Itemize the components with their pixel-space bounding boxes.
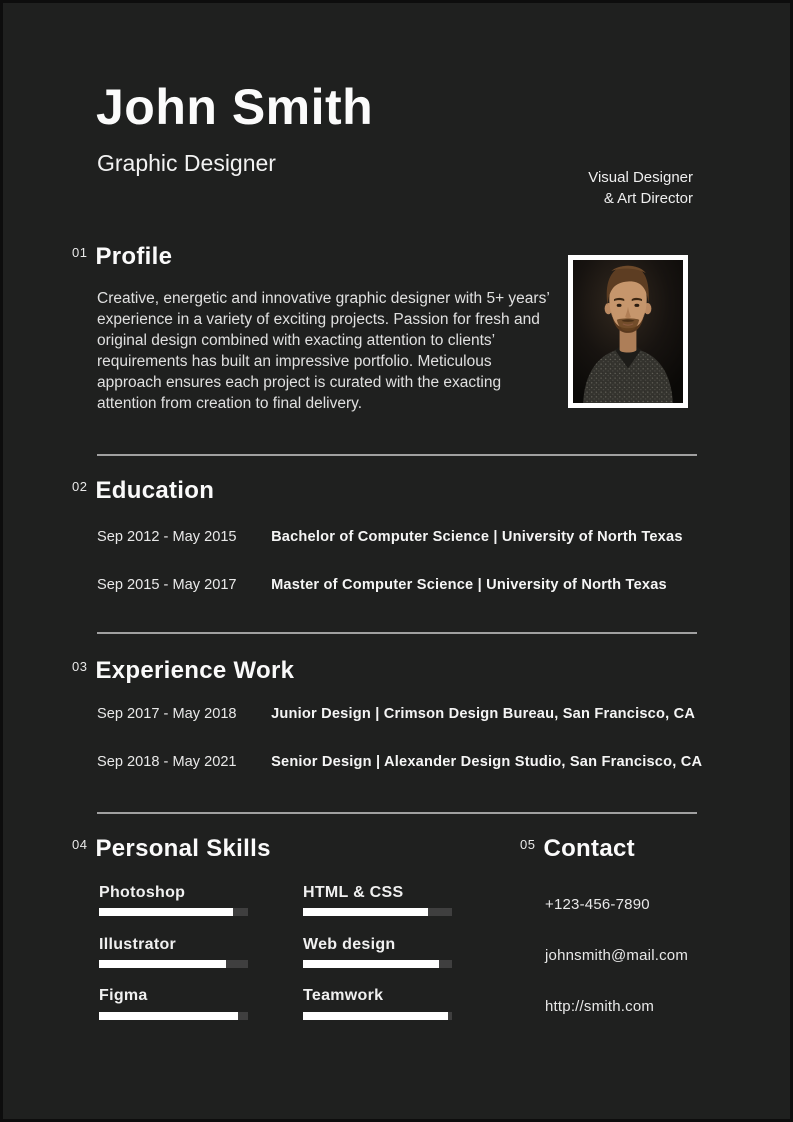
- skill-bar-fill: [303, 908, 428, 916]
- section-title-profile: Profile: [95, 243, 173, 270]
- section-number: 01: [72, 245, 88, 260]
- skill-bar-fill: [303, 1012, 448, 1020]
- skill-bar: [99, 908, 248, 916]
- tagline: [588, 167, 693, 209]
- skill-label: Web design: [303, 936, 396, 953]
- person-name: John Smith: [96, 79, 374, 135]
- skill-label: Photoshop: [99, 884, 186, 901]
- section-title-contact: Contact: [543, 835, 635, 862]
- section-title-experience: Experience Work: [95, 657, 295, 684]
- skill-bar-fill: [303, 960, 439, 968]
- contact-phone: +123-456-7890: [545, 896, 650, 913]
- section-divider: [97, 632, 697, 634]
- contact-website: http://smith.com: [545, 998, 655, 1015]
- tagline-line-1: Visual Designer: [588, 169, 693, 186]
- portrait-illustration: [573, 260, 683, 403]
- education-row: [97, 577, 667, 593]
- skill-bar-fill: [99, 1012, 238, 1020]
- skill-bar-fill: [99, 960, 226, 968]
- section-number: 02: [72, 479, 88, 494]
- skill-bar-fill: [99, 908, 233, 916]
- education-description: Bachelor of Computer Science | University of North Texas: [271, 529, 683, 545]
- skill-bar: [303, 960, 452, 968]
- experience-section-heading: [72, 657, 294, 685]
- education-dates: Sep 2015 - May 2017: [97, 577, 237, 593]
- education-dates: Sep 2012 - May 2015: [97, 529, 237, 545]
- contact-section-heading: [520, 835, 635, 863]
- section-number: 05: [520, 837, 536, 852]
- education-row: [97, 529, 683, 545]
- profile-summary: Creative, energetic and innovative graphic designer with 5+ years’ experience in a variety of exciting projects. Passion for fresh and original design combined with exacting attention to clients’ requirements has built an impressive portfolio. Meticulous approach ensures each project is curated with the exacting attention from creation to final delivery.: [97, 290, 550, 412]
- tagline-line-2: & Art Director: [603, 190, 693, 207]
- section-title-skills: Personal Skills: [95, 835, 271, 862]
- section-divider: [97, 812, 697, 814]
- experience-description: Junior Design | Crimson Design Bureau, San Francisco, CA: [271, 706, 696, 722]
- experience-row: [97, 706, 695, 722]
- skill-bar: [99, 1012, 248, 1020]
- section-title-education: Education: [95, 477, 215, 504]
- skill-label: HTML & CSS: [303, 884, 404, 901]
- skills-section-heading: [72, 835, 271, 863]
- education-description: Master of Computer Science | University of North Texas: [271, 577, 667, 593]
- experience-dates: Sep 2018 - May 2021: [97, 754, 237, 770]
- profile-photo: [568, 255, 688, 408]
- skill-bar: [303, 908, 452, 916]
- skill-bar: [303, 1012, 452, 1020]
- skill-bar: [99, 960, 248, 968]
- skill-label: Illustrator: [99, 936, 177, 953]
- contact-email: johnsmith@mail.com: [545, 947, 689, 964]
- job-title: Graphic Designer: [97, 150, 276, 176]
- section-number: 03: [72, 659, 88, 674]
- experience-row: [97, 754, 702, 770]
- section-divider: [97, 454, 697, 456]
- skill-label: Figma: [99, 987, 148, 1004]
- experience-dates: Sep 2017 - May 2018: [97, 706, 237, 722]
- education-section-heading: [72, 477, 214, 505]
- profile-section-heading: [72, 243, 172, 271]
- skill-label: Teamwork: [303, 987, 384, 1004]
- experience-description: Senior Design | Alexander Design Studio, San Francisco, CA: [271, 754, 703, 770]
- section-number: 04: [72, 837, 88, 852]
